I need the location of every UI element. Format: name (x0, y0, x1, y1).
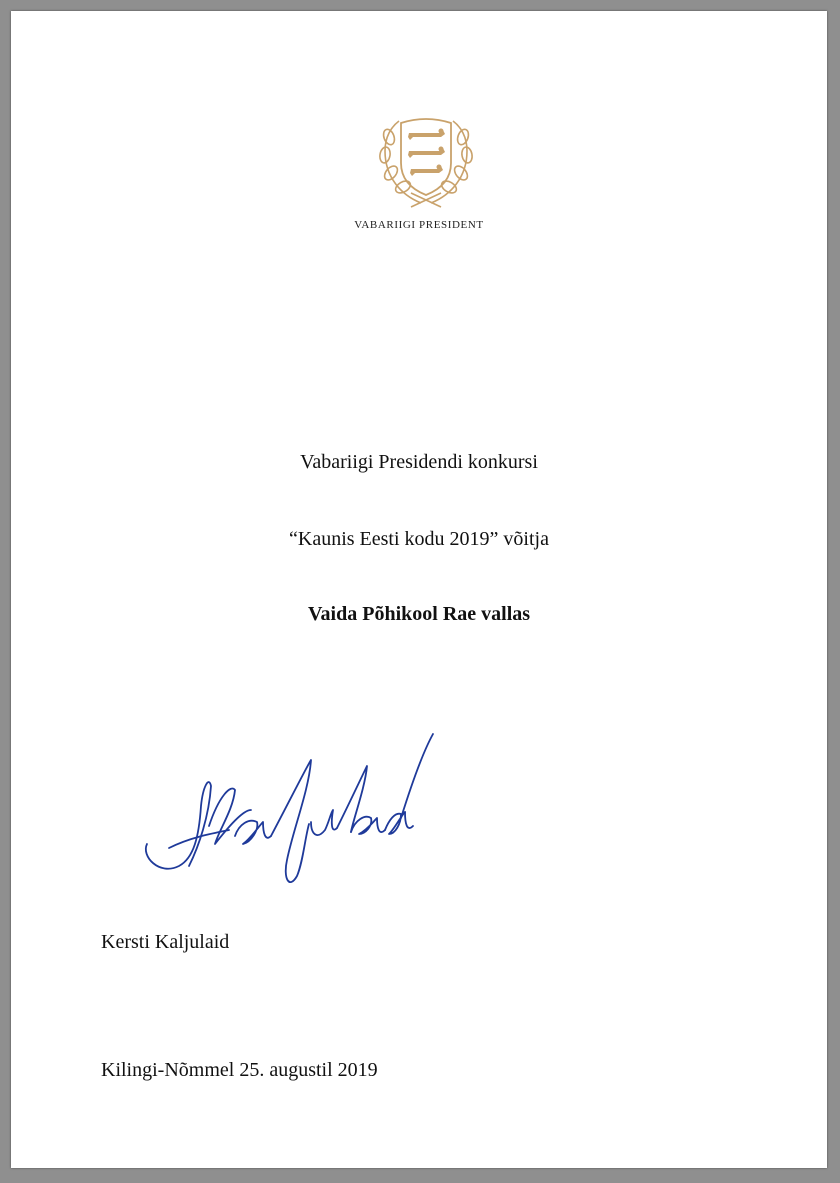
letterhead-title: VABARIIGI PRESIDENT (354, 219, 484, 231)
winner-name: Vaida Põhikool Rae vallas (307, 603, 531, 625)
signer-name: Kersti Kaljulaid (101, 931, 230, 953)
estonian-coat-of-arms-icon (371, 107, 481, 211)
place-and-date: Kilingi-Nõmmel 25. augustil 2019 (101, 1059, 378, 1081)
contest-title: Vabariigi Presidendi konkursi (300, 451, 538, 473)
document-page (11, 11, 827, 1168)
handwritten-signature-icon (139, 726, 439, 896)
award-title: “Kaunis Eesti kodu 2019” võitja (289, 528, 549, 550)
